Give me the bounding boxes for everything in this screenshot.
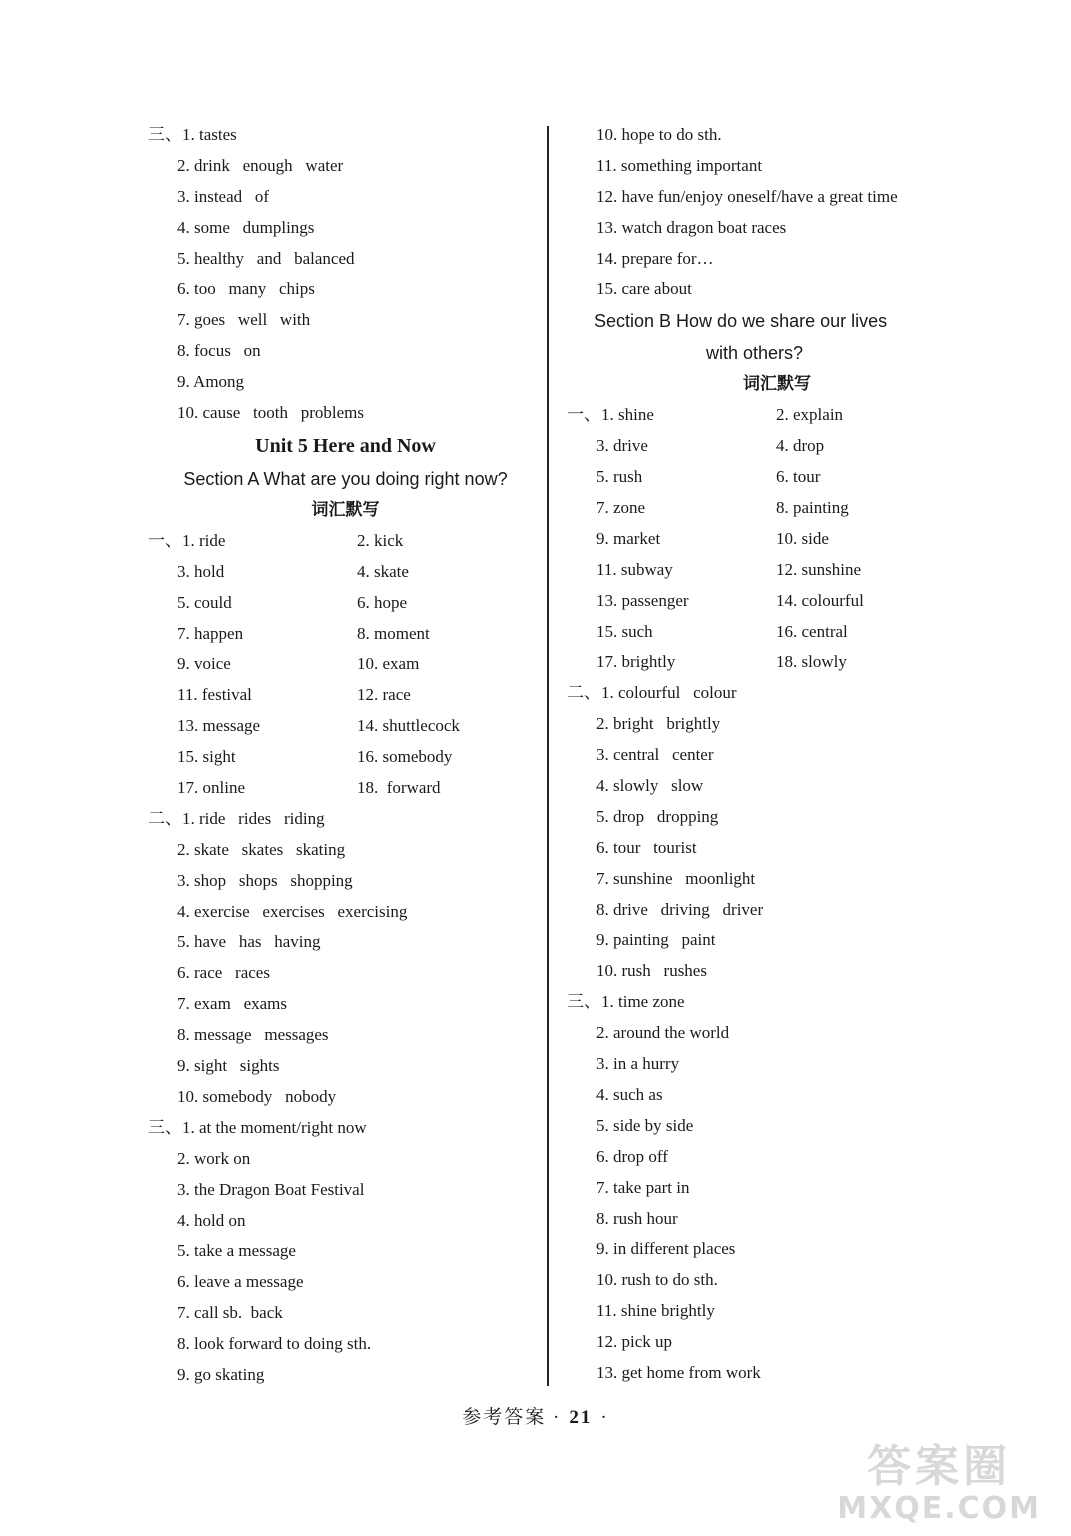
answer-item: 17. online [177, 778, 245, 798]
page-footer: 参考答案 · 21 · [462, 1407, 609, 1428]
answer-item: 7. happen [177, 623, 244, 643]
answer-item: 15. sight [177, 747, 236, 767]
answer-line: 2. around the world [596, 1023, 730, 1043]
answer-item: 14. shuttlecock [357, 716, 460, 736]
answer-item: 9. market [596, 528, 661, 548]
answer-line: 3. instead of [177, 186, 270, 206]
page-number: 21 [569, 1407, 593, 1428]
answer-line: 10. hope to do sth. [596, 125, 722, 144]
answer-line: 8. drive driving driver [596, 899, 764, 919]
answer-line: 5. healthy and balanced [177, 248, 355, 268]
answer-line: 15. care about [596, 279, 692, 299]
answer-line: 6. drop off [596, 1146, 668, 1166]
answer-line: 4. such as [596, 1084, 663, 1104]
answer-item: 3. drive [596, 436, 648, 456]
answer-row [567, 400, 987, 431]
answer-item: 13. passenger [596, 590, 689, 610]
answer-row [148, 588, 543, 619]
answer-line: 13. get home from work [596, 1362, 761, 1382]
answer-line: 7. exam exams [177, 994, 287, 1014]
answer-line: 6. leave a message [177, 1272, 304, 1292]
answer-item: 8. moment [357, 623, 430, 643]
answer-line: 5. side by side [596, 1115, 694, 1135]
answer-item: 18. forward [357, 778, 441, 798]
answer-line: 7. sunshine moonlight [596, 868, 756, 888]
answer-item: 2. explain [776, 405, 844, 425]
answer-line: 11. shine brightly [596, 1301, 715, 1321]
answer-item: 11. festival [177, 685, 252, 705]
answer-line: 8. focus on [177, 341, 261, 361]
part-three-list [567, 987, 987, 1389]
answer-line: 6. too many chips [177, 279, 315, 299]
answer-line: 10. cause tooth problems [177, 403, 364, 423]
answer-line: 7. goes well with [177, 310, 311, 330]
answer-line: 7. call sb. back [177, 1303, 283, 1323]
watermark-logo: 答案圈 [867, 1441, 1012, 1492]
answer-row [148, 557, 543, 588]
answer-item: 12. race [357, 685, 411, 705]
answer-line: 12. pick up [596, 1332, 673, 1352]
answer-item: 10. side [776, 528, 829, 548]
answer-row [567, 462, 987, 493]
part-three-list [148, 1113, 543, 1391]
answer-line: 2. skate skates skating [177, 839, 346, 859]
answer-item: 一、1. ride [148, 530, 226, 550]
part-one-list [148, 526, 543, 804]
answer-item: 18. slowly [776, 652, 847, 672]
answer-item: 10. exam [357, 654, 420, 674]
answer-row [148, 649, 543, 680]
answer-line: 三、1. at the moment/right now [148, 1117, 367, 1137]
answer-item: 5. could [177, 592, 232, 612]
answer-row [148, 680, 543, 711]
answer-line: 5. have has having [177, 932, 321, 952]
section-b-title-cont: with others? [706, 343, 804, 364]
answer-line: 10. somebody nobody [177, 1086, 337, 1106]
answer-line: 14. prepare for… [596, 248, 714, 268]
answer-line: 10. rush to do sth. [596, 1270, 718, 1290]
vocab-heading: 词汇默写 [311, 499, 380, 520]
answer-line: 9. go skating [177, 1364, 265, 1384]
answer-line: 9. sight sights [177, 1056, 280, 1076]
answer-item: 7. zone [596, 498, 646, 518]
answer-line: 3. shop shops shopping [177, 870, 353, 890]
section-a-title: Section A What are you doing right now? [183, 468, 508, 489]
left-column [148, 120, 543, 1391]
part-one-list [567, 400, 987, 678]
answer-line: 二、1. ride rides riding [148, 808, 325, 828]
answer-item: 4. drop [776, 436, 825, 456]
answer-item: 一、1. shine [567, 405, 654, 425]
answer-item: 6. hope [357, 592, 408, 612]
answer-line: 10. rush rushes [596, 961, 707, 981]
continued-list [567, 120, 987, 305]
answer-item: 13. message [177, 716, 261, 736]
answer-item: 17. brightly [596, 652, 676, 672]
answer-item: 9. voice [177, 654, 231, 674]
answer-row [567, 586, 987, 617]
answer-row [567, 524, 987, 555]
answer-row [567, 431, 987, 462]
answer-row [148, 742, 543, 773]
answer-item: 6. tour [776, 467, 821, 487]
answer-line: 二、1. colourful colour [567, 683, 737, 703]
answer-item: 16. somebody [357, 747, 453, 767]
answer-item: 12. sunshine [776, 559, 861, 579]
section-b-title: Section B How do we share our lives [594, 311, 888, 332]
answer-line: 13. watch dragon boat races [596, 217, 787, 237]
answer-item: 15. such [596, 621, 653, 641]
answer-line: 4. some dumplings [177, 217, 315, 237]
answer-line: 11. something important [596, 155, 763, 175]
answer-item: 5. rush [596, 467, 643, 487]
answer-line: 6. tour tourist [596, 837, 697, 857]
answer-line: 12. have fun/enjoy oneself/have a great time [596, 186, 898, 206]
answer-line: 6. race races [177, 963, 270, 983]
answer-line: 9. painting paint [596, 930, 716, 950]
answer-line: 3. the Dragon Boat Festival [177, 1179, 365, 1199]
answer-item: 2. kick [357, 530, 404, 550]
answer-item: 11. subway [596, 559, 673, 579]
answer-line: 8. message messages [177, 1025, 329, 1045]
answer-line: 5. drop dropping [596, 806, 719, 826]
answer-line: 3. in a hurry [596, 1054, 680, 1074]
answer-item: 16. central [776, 621, 848, 641]
answer-line: 9. Among [177, 372, 245, 392]
answer-line: 3. central center [596, 745, 714, 765]
footer-label: 参考答案 [462, 1407, 547, 1428]
answer-line: 4. exercise exercises exercising [177, 901, 408, 921]
answer-line: 5. take a message [177, 1241, 296, 1261]
answer-row [567, 555, 987, 586]
vocab-heading: 词汇默写 [743, 374, 811, 395]
answer-row [148, 773, 543, 804]
watermark [837, 1442, 1041, 1526]
right-column [567, 120, 987, 1389]
answer-item: 3. hold [177, 561, 225, 581]
answer-line: 4. slowly slow [596, 776, 704, 796]
answer-item: 8. painting [776, 498, 849, 518]
answer-line: 2. bright brightly [596, 714, 721, 734]
answer-row [567, 617, 987, 648]
unit-title: Unit 5 Here and Now [255, 434, 436, 457]
answer-line: 7. take part in [596, 1177, 690, 1197]
answer-line: 4. hold on [177, 1210, 246, 1230]
answer-row [148, 526, 543, 557]
answer-line: 2. drink enough water [177, 155, 344, 175]
answer-row [567, 647, 987, 678]
part-two-list [567, 678, 987, 987]
answer-line: 8. rush hour [596, 1208, 678, 1228]
part-two-list [148, 804, 543, 1113]
answer-line: 9. in different places [596, 1239, 736, 1259]
part-three-list [148, 120, 543, 429]
watermark-url: MXQE.COM [837, 1491, 1041, 1526]
answer-line: 三、1. tastes [148, 125, 237, 144]
answer-line: 三、1. time zone [567, 992, 685, 1012]
answer-row [567, 493, 987, 524]
column-divider [547, 126, 549, 1386]
answer-row [148, 711, 543, 742]
answer-row [148, 619, 543, 650]
answer-item: 14. colourful [776, 590, 864, 610]
answer-item: 4. skate [357, 561, 409, 581]
answer-line: 2. work on [177, 1148, 251, 1168]
answer-line: 8. look forward to doing sth. [177, 1334, 372, 1354]
